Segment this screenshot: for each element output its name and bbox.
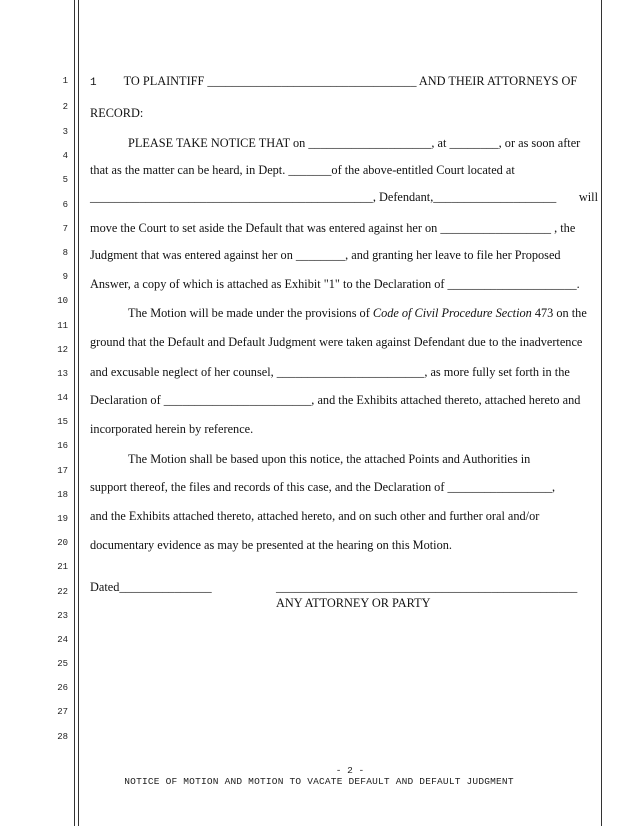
document-footer-title: NOTICE OF MOTION AND MOTION TO VACATE DEFAULT AND DEFAULT JUDGMENT <box>124 776 514 787</box>
dated-field: Dated_______________ <box>90 580 212 594</box>
line-number: 20 <box>57 538 68 548</box>
left-margin-rule-inner <box>78 0 79 826</box>
body-line-10: ground that the Default and Default Judgment were taken against Defendant due to the inadvertence <box>90 335 583 349</box>
line-number: 5 <box>62 175 68 185</box>
right-margin-rule <box>601 0 602 826</box>
line-number: 17 <box>57 466 68 476</box>
body-line-9 <box>90 306 636 320</box>
line-number: 6 <box>62 200 68 210</box>
line-number: 12 <box>57 345 68 355</box>
line-number: 3 <box>62 127 68 137</box>
body-line-4: that as the matter can be heard, in Dept. _______of the above-entitled Court located at <box>90 163 515 177</box>
line-number: 11 <box>57 321 68 331</box>
left-margin-rule-outer <box>74 0 75 826</box>
line-number: 7 <box>62 224 68 234</box>
line-number: 14 <box>57 393 68 403</box>
body-line-1 <box>90 74 598 90</box>
line-number: 28 <box>57 732 68 742</box>
line-number: 8 <box>62 248 68 258</box>
body-line-3: PLEASE TAKE NOTICE THAT on ____________________, at ________, or as soon after <box>128 136 581 150</box>
page-number: - 2 - <box>335 765 365 776</box>
paragraph-number: 1 <box>90 77 97 89</box>
body-line-17: documentary evidence as may be presented at the hearing on this Motion. <box>90 538 452 552</box>
line-number: 4 <box>62 151 68 161</box>
defendant-blank-text: ______________________________________________, Defendant,____________________ <box>90 190 557 204</box>
line-number: 18 <box>57 490 68 500</box>
body-line-7: Judgment that was entered against her on ________, and granting her leave to file her Proposed <box>90 248 561 262</box>
line-number: 21 <box>57 562 68 572</box>
body-line-14: The Motion shall be based upon this notice, the attached Points and Authorities in <box>128 452 531 466</box>
motion-provisions-text: The Motion will be made under the provisions of <box>128 306 373 320</box>
line-number: 19 <box>57 514 68 524</box>
body-line-16: and the Exhibits attached thereto, attached hereto, and on such other and further oral and/or <box>90 509 540 523</box>
line-number: 10 <box>57 296 68 306</box>
body-line-5 <box>90 190 598 204</box>
section-number-text: 473 on the <box>531 306 587 320</box>
signature-label: ANY ATTORNEY OR PARTY <box>276 596 431 610</box>
line-number: 27 <box>57 707 68 717</box>
body-line-15: support thereof, the files and records of this case, and the Declaration of _________________, <box>90 480 556 494</box>
line-number: 22 <box>57 587 68 597</box>
line-number: 1 <box>62 76 68 86</box>
line-number: 13 <box>57 369 68 379</box>
signature-line: _________________________________________________ <box>276 580 578 594</box>
line-number: 26 <box>57 683 68 693</box>
addressee-text: TO PLAINTIFF __________________________________ AND THEIR ATTORNEYS OF <box>123 74 578 88</box>
line-number: 15 <box>57 417 68 427</box>
line-number: 24 <box>57 635 68 645</box>
body-line-8: Answer, a copy of which is attached as Exhibit "1" to the Declaration of _____________________. <box>90 277 580 291</box>
line-number: 16 <box>57 441 68 451</box>
will-text: will <box>578 190 598 204</box>
body-line-13: incorporated herein by reference. <box>90 422 254 436</box>
line-number: 23 <box>57 611 68 621</box>
line-number: 25 <box>57 659 68 669</box>
body-line-2: RECORD: <box>90 106 144 120</box>
line-number: 9 <box>62 272 68 282</box>
line-number: 2 <box>62 102 68 112</box>
code-citation: Code of Civil Procedure Section <box>372 306 532 320</box>
body-line-11: and excusable neglect of her counsel, ________________________, as more fully set forth in the <box>90 365 570 379</box>
body-line-12: Declaration of ________________________, and the Exhibits attached thereto, attached hereto and <box>90 393 581 407</box>
body-line-6: move the Court to set aside the Default that was entered against her on __________________ , the <box>90 221 576 235</box>
